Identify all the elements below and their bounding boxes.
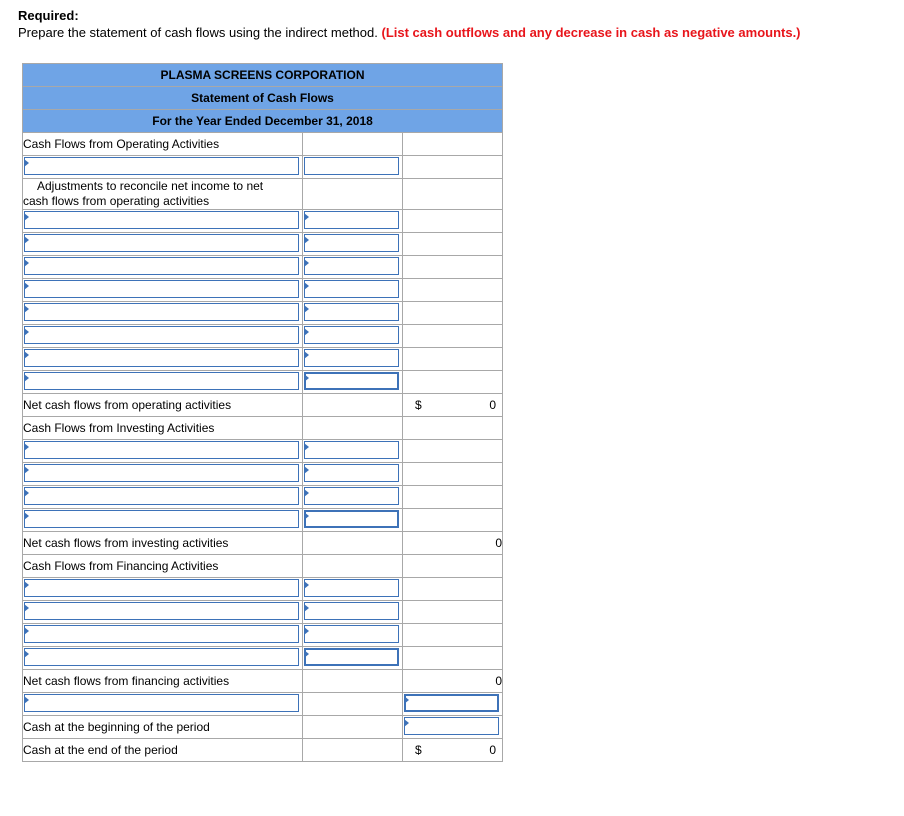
operating-heading: Cash Flows from Operating Activities <box>23 133 303 156</box>
investing-item-amount-input[interactable] <box>304 441 399 459</box>
operating-adjustment-amount[interactable] <box>303 256 403 279</box>
operating-adjustment-label[interactable] <box>23 256 303 279</box>
net-operating-label: Net cash flows from operating activities <box>23 394 303 417</box>
cash-beginning-amount[interactable] <box>403 716 503 739</box>
statement-title: Statement of Cash Flows <box>23 87 503 110</box>
operating-adjustment-amount[interactable] <box>303 279 403 302</box>
investing-item-amount[interactable] <box>303 440 403 463</box>
net-income-label-select[interactable] <box>23 156 303 179</box>
investing-item-label[interactable] <box>23 486 303 509</box>
adjustments-heading-line1: Adjustments to reconcile net income to net <box>37 179 264 193</box>
financing-item-label[interactable] <box>23 601 303 624</box>
net-change-label[interactable] <box>23 693 303 716</box>
operating-adjustment-amount-input[interactable] <box>304 349 399 367</box>
financing-item-label-input[interactable] <box>24 579 299 597</box>
operating-adjustment-label[interactable] <box>23 325 303 348</box>
financing-item-label[interactable] <box>23 647 303 670</box>
net-income-label-input[interactable] <box>24 157 299 175</box>
operating-adjustment-label[interactable] <box>23 371 303 394</box>
adjustments-heading-line2: cash flows from operating activities <box>23 194 210 208</box>
operating-adjustment-label[interactable] <box>23 302 303 325</box>
investing-item-label[interactable] <box>23 440 303 463</box>
operating-adjustment-label[interactable] <box>23 348 303 371</box>
net-change-label-input[interactable] <box>24 694 299 712</box>
net-income-amount[interactable] <box>303 156 403 179</box>
operating-adjustment-amount-input[interactable] <box>304 326 399 344</box>
operating-adjustment-label[interactable] <box>23 233 303 256</box>
operating-adjustment-amount[interactable] <box>303 371 403 394</box>
operating-adjustment-amount[interactable] <box>303 210 403 233</box>
investing-item-amount[interactable] <box>303 486 403 509</box>
financing-item-amount[interactable] <box>303 624 403 647</box>
statement-period: For the Year Ended December 31, 2018 <box>23 110 503 133</box>
financing-heading: Cash Flows from Financing Activities <box>23 555 303 578</box>
operating-adjustment-label-input[interactable] <box>24 234 299 252</box>
financing-item-label-input[interactable] <box>24 602 299 620</box>
financing-item-label-input[interactable] <box>24 648 299 666</box>
investing-heading: Cash Flows from Investing Activities <box>23 417 303 440</box>
operating-adjustment-amount-input[interactable] <box>304 257 399 275</box>
operating-adjustment-amount-input[interactable] <box>304 211 399 229</box>
investing-item-label-input[interactable] <box>24 487 299 505</box>
cash-beginning-amount-input[interactable] <box>404 717 499 735</box>
investing-item-label-input[interactable] <box>24 441 299 459</box>
financing-item-amount-input[interactable] <box>304 625 399 643</box>
company-name: PLASMA SCREENS CORPORATION <box>23 64 503 87</box>
cash-end-label: Cash at the end of the period <box>23 739 303 762</box>
instructions-note: (List cash outflows and any decrease in cash as negative amounts.) <box>381 25 801 40</box>
financing-item-label[interactable] <box>23 624 303 647</box>
financing-item-amount[interactable] <box>303 647 403 670</box>
investing-item-amount[interactable] <box>303 509 403 532</box>
operating-adjustment-label[interactable] <box>23 210 303 233</box>
financing-item-amount-input[interactable] <box>304 648 399 666</box>
financing-item-amount-input[interactable] <box>304 602 399 620</box>
operating-adjustment-amount-input[interactable] <box>304 280 399 298</box>
operating-adjustment-amount-input[interactable] <box>304 234 399 252</box>
investing-item-amount-input[interactable] <box>304 464 399 482</box>
net-change-amount[interactable] <box>403 693 503 716</box>
instructions-text: Prepare the statement of cash flows using the indirect method. <box>18 25 378 40</box>
required-heading: Required: <box>18 8 79 23</box>
net-financing-label: Net cash flows from financing activities <box>23 670 303 693</box>
operating-adjustment-label-input[interactable] <box>24 257 299 275</box>
net-income-amount-input[interactable] <box>304 157 399 175</box>
operating-adjustment-label-input[interactable] <box>24 211 299 229</box>
cash-end-value: 0 <box>489 743 497 757</box>
operating-adjustment-label-input[interactable] <box>24 349 299 367</box>
investing-item-amount[interactable] <box>303 463 403 486</box>
financing-item-amount[interactable] <box>303 601 403 624</box>
investing-item-label-input[interactable] <box>24 510 299 528</box>
cash-end-total <box>403 739 503 762</box>
financing-item-amount-input[interactable] <box>304 579 399 597</box>
net-operating-total <box>403 394 503 417</box>
cash-beginning-label: Cash at the beginning of the period <box>23 716 303 739</box>
net-investing-value: 0 <box>403 532 503 555</box>
operating-adjustment-amount-input[interactable] <box>304 303 399 321</box>
operating-adjustment-amount[interactable] <box>303 302 403 325</box>
operating-adjustment-label-input[interactable] <box>24 372 299 390</box>
investing-item-label-input[interactable] <box>24 464 299 482</box>
investing-item-label[interactable] <box>23 463 303 486</box>
operating-adjustment-label-input[interactable] <box>24 280 299 298</box>
investing-item-amount-input[interactable] <box>304 510 399 528</box>
currency-symbol: $ <box>415 743 422 757</box>
net-operating-value: 0 <box>489 398 497 412</box>
operating-adjustment-label-input[interactable] <box>24 326 299 344</box>
operating-adjustment-amount[interactable] <box>303 348 403 371</box>
financing-item-label-input[interactable] <box>24 625 299 643</box>
investing-item-label[interactable] <box>23 509 303 532</box>
instructions <box>18 25 801 40</box>
financing-item-amount[interactable] <box>303 578 403 601</box>
operating-adjustment-amount[interactable] <box>303 233 403 256</box>
adjustments-heading <box>23 179 303 210</box>
net-investing-label: Net cash flows from investing activities <box>23 532 303 555</box>
currency-symbol: $ <box>415 398 422 412</box>
operating-adjustment-label-input[interactable] <box>24 303 299 321</box>
financing-item-label[interactable] <box>23 578 303 601</box>
net-change-amount-input[interactable] <box>404 694 499 712</box>
investing-item-amount-input[interactable] <box>304 487 399 505</box>
net-financing-value: 0 <box>403 670 503 693</box>
operating-adjustment-label[interactable] <box>23 279 303 302</box>
operating-adjustment-amount-input[interactable] <box>304 372 399 390</box>
cash-flow-statement-table <box>22 63 503 762</box>
operating-adjustment-amount[interactable] <box>303 325 403 348</box>
